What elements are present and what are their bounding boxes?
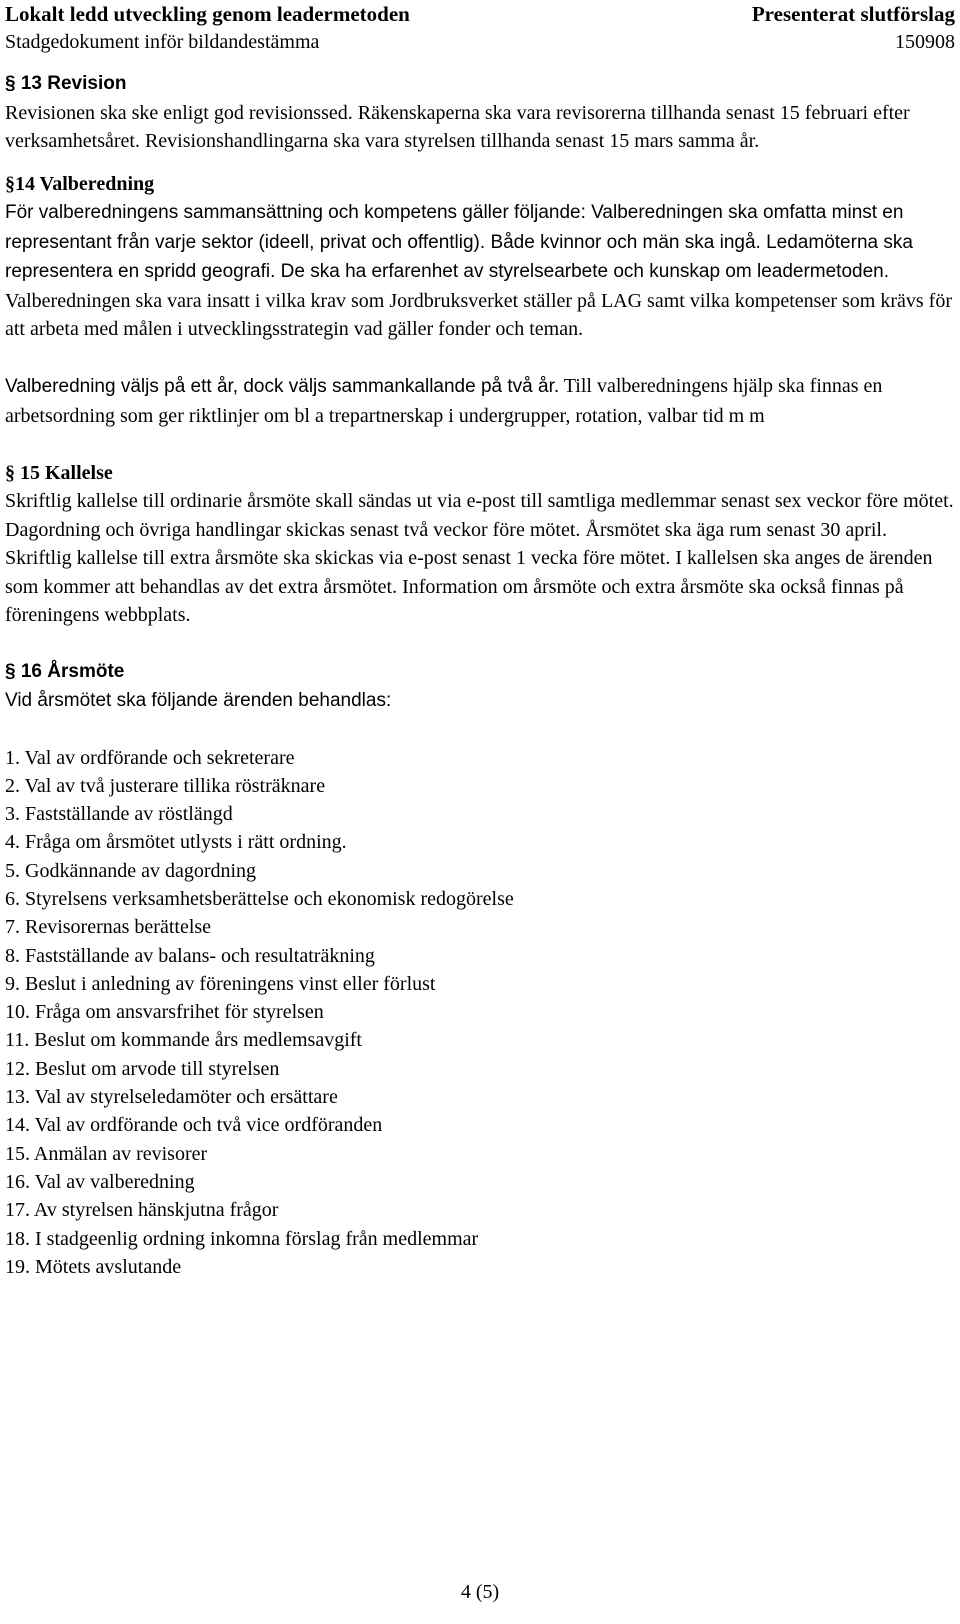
header-subtitle-row xyxy=(5,28,955,56)
agenda-item: 1. Val av ordförande och sekreterare xyxy=(5,746,295,769)
section-16-heading xyxy=(5,658,955,687)
section-16-intro: Vid årsmötet ska följande ärenden behandlas: xyxy=(5,689,392,711)
section-sign: § xyxy=(5,172,15,195)
agenda-item: 2. Val av två justerare tillika rösträknare xyxy=(5,774,326,797)
section-16-title: 16 Årsmöte xyxy=(20,661,125,682)
agenda-item: 9. Beslut i anledning av föreningens vinst eller förlust xyxy=(5,972,436,995)
agenda-item: 14. Val av ordförande och två vice ordföranden xyxy=(5,1114,383,1137)
section-14-paragraph-2 xyxy=(5,372,955,430)
section-sign: § xyxy=(5,661,16,682)
section-sign: § xyxy=(5,73,16,94)
agenda-item: 15. Anmälan av revisorer xyxy=(5,1142,208,1165)
agenda-item: 11. Beslut om kommande års medlemsavgift xyxy=(5,1029,362,1052)
agenda-item: 16. Val av valberedning xyxy=(5,1170,195,1193)
section-13-title: 13 Revision xyxy=(20,73,127,94)
section-14-valberedning xyxy=(5,170,955,431)
section-14-title: 14 Valberedning xyxy=(15,172,155,195)
page-header xyxy=(5,0,955,56)
section-16-arsmote xyxy=(5,658,955,1281)
section-15-kallelse xyxy=(5,459,955,630)
section-14-paragraph-1-lead: För valberedningens sammansättning och kompetens gäller följande: Valberedningen ska omfatta minst en representant från varje sektor (ideell, privat och offentlig). Både kvinnor och män ska ingå. Ledamöterna ska representera en spridd geografi. De ska ha erfarenhet av styrelsearbete och kunskap om leadermetoden. xyxy=(5,202,913,282)
section-15-heading xyxy=(5,459,955,488)
agenda-item: 6. Styrelsens verksamhetsberättelse och ekonomisk redogörelse xyxy=(5,887,514,910)
agenda-item: 8. Fastställande av balans- och resultaträkning xyxy=(5,944,375,967)
agenda-item: 3. Fastställande av röstlängd xyxy=(5,803,233,826)
agenda-item: 13. Val av styrelseledamöter och ersättare xyxy=(5,1086,338,1109)
section-14-paragraph-2-lead: Valberedning väljs på ett år, dock väljs sammankallande på två år. xyxy=(5,376,560,397)
agenda-item: 4. Fråga om årsmötet utlysts i rätt ordning. xyxy=(5,831,347,854)
section-13-paragraph: Revisionen ska ske enligt god revisionssed. Räkenskaperna ska vara revisorerna tillhanda senast 15 februari efter verksamhetsåret. Revisionshandlingarna ska vara styrelsen tillhanda senast 15 mars samma år. xyxy=(5,101,910,152)
agenda-list xyxy=(5,744,955,1282)
section-sign: § xyxy=(5,461,15,484)
agenda-item: 17. Av styrelsen hänskjutna frågor xyxy=(5,1199,279,1222)
agenda-item: 7. Revisorernas berättelse xyxy=(5,916,212,939)
section-14-paragraph-1-tail: Valberedningen ska vara insatt i vilka krav som Jordbruksverket ställer på LAG samt vilka kompetenser som krävs för att arbeta med målen i utvecklingsstrategin vad gäller fonder och teman. xyxy=(5,289,952,340)
section-14-paragraph-1 xyxy=(5,198,955,344)
section-14-heading xyxy=(5,170,955,199)
section-14-paragraph-2-tail: Till valberedningens hjälp ska finnas en arbetsordning som ger riktlinjer om bl a trepartnerskap i undergrupper, rotation, valbar tid m m xyxy=(5,375,883,427)
document-status: Presenterat slutförslag xyxy=(751,2,955,26)
section-13-revision xyxy=(5,70,955,156)
agenda-item: 19. Mötets avslutande xyxy=(5,1255,182,1278)
agenda-item: 5. Godkännande av dagordning xyxy=(5,859,257,882)
header-title-row xyxy=(5,0,955,28)
document-page xyxy=(5,0,955,1624)
section-13-heading xyxy=(5,70,955,99)
section-15-paragraph: Skriftlig kallelse till ordinarie årsmöte skall sändas ut via e-post till samtliga medlemmar senast sex veckor före mötet. Dagordning och övriga handlingar skickas senast två veckor före mötet. Årsmötet ska äga rum senast 30 april. Skriftlig kallelse till extra årsmöte ska skickas via e-post senast 1 vecka före mötet. I kallelsen ska anges de ärenden som kommer att behandlas av det extra årsmötet. Information om årsmöte och extra årsmöte ska också finnas på föreningens webbplats. xyxy=(5,490,954,626)
agenda-item: 12. Beslut om arvode till styrelsen xyxy=(5,1057,280,1080)
document-title: Lokalt ledd utveckling genom leadermetoden xyxy=(5,2,410,26)
page-footer xyxy=(5,1578,955,1606)
document-subtitle: Stadgedokument inför bildandestämma xyxy=(5,31,320,53)
document-date: 150908 xyxy=(895,31,955,53)
agenda-item: 18. I stadgeenlig ordning inkomna förslag från medlemmar xyxy=(5,1227,479,1250)
page-number: 4 (5) xyxy=(460,1581,500,1603)
agenda-item: 10. Fråga om ansvarsfrihet för styrelsen xyxy=(5,1001,324,1024)
section-15-title: 15 Kallelse xyxy=(20,461,113,484)
